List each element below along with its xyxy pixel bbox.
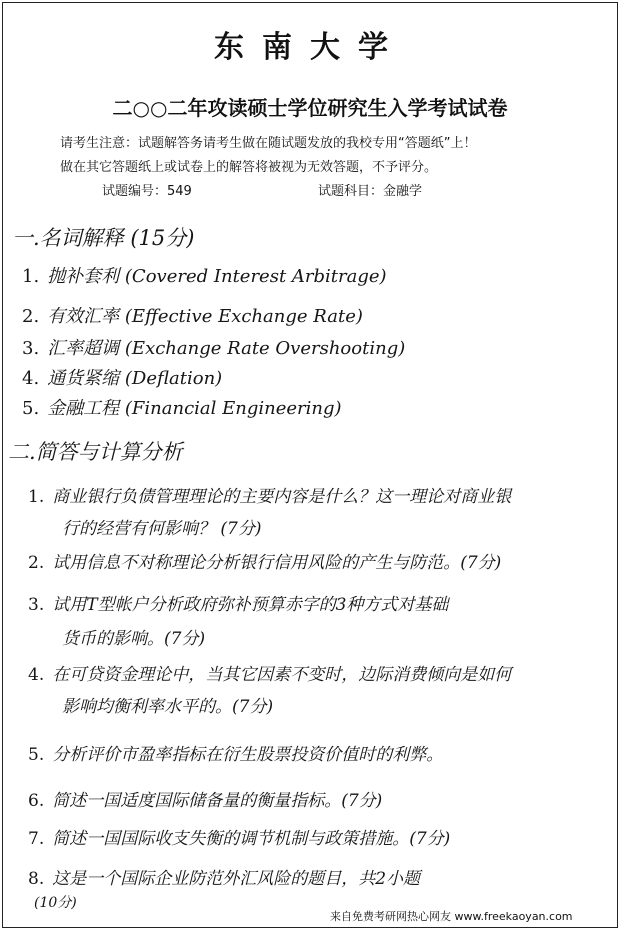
term-text: 抛补套利 (Covered Interest Arbitrage)	[47, 266, 387, 287]
question-number: 8.	[28, 869, 45, 889]
university-name: 东南大学	[214, 30, 406, 65]
question-number: 3.	[28, 595, 45, 615]
question-2: 2. 试用信息不对称理论分析银行信用风险的产生与防范。(7分)	[28, 553, 502, 573]
question-number: 2.	[28, 553, 45, 573]
question-5: 5. 分析评价市盈率指标在衍生股票投资价值时的利弊。	[28, 745, 444, 765]
question-1-line-2: 行的经营有何影响？ (7分)	[62, 519, 262, 539]
exam-title: 二○○二年攻读硕士学位研究生入学考试试卷	[112, 96, 508, 120]
notice-line-2: 做在其它答题纸上或试卷上的解答将被视为无效答题，不予评分。	[60, 160, 438, 175]
section-1-title: 一.名词解释 (15分)	[12, 226, 195, 250]
term-text: 通货紧缩 (Deflation)	[47, 368, 223, 389]
term-item	[22, 394, 342, 420]
question-4-line-1: 4. 在可贷资金理论中，当其它因素不变时，边际消费倾向是如何	[28, 665, 512, 685]
term-text: 有效汇率 (Effective Exchange Rate)	[47, 306, 363, 327]
term-text: 汇率超调 (Exchange Rate Overshooting)	[47, 338, 406, 359]
question-number: 4.	[28, 665, 45, 685]
question-1-line-1: 1. 商业银行负债管理理论的主要内容是什么？这一理论对商业银	[28, 487, 512, 507]
term-number: 3.	[22, 338, 40, 359]
term-text: 金融工程 (Financial Engineering)	[47, 398, 342, 419]
question-number: 1.	[28, 487, 45, 507]
exam-subject: 试题科目：金融学	[318, 184, 423, 199]
exam-code: 试题编号：549	[102, 184, 192, 199]
question-4-line-2: 影响均衡利率水平的。(7分)	[62, 697, 274, 717]
question-7: 7. 简述一国国际收支失衡的调节机制与政策措施。(7分)	[28, 829, 451, 849]
term-item	[22, 302, 363, 328]
section-2-title: 二.简答与计算分析	[8, 440, 183, 464]
term-number: 4.	[22, 368, 40, 389]
term-item	[22, 262, 387, 288]
term-number: 2.	[22, 306, 40, 327]
source-watermark: 来自免费考研网热心网友 www.freekaoyan.com	[330, 910, 573, 923]
term-number: 5.	[22, 398, 40, 419]
question-3-line-1: 3. 试用T型帐户分析政府弥补预算赤字的3种方式对基础	[28, 595, 449, 615]
term-item	[22, 364, 222, 390]
question-number: 7.	[28, 829, 45, 849]
question-3-line-2: 货币的影响。(7分)	[62, 629, 206, 649]
question-6: 6. 简述一国适度国际储备量的衡量指标。(7分)	[28, 791, 383, 811]
question-number: 6.	[28, 791, 45, 811]
question-8-line-2: (10分)	[34, 895, 77, 911]
notice-line-1: 请考生注意：试题解答务请考生做在随试题发放的我校专用“答题纸”上！	[60, 136, 477, 151]
term-item	[22, 334, 405, 360]
question-number: 5.	[28, 745, 45, 765]
question-8-line-1: 8. 这是一个国际企业防范外汇风险的题目，共2小题	[28, 869, 421, 889]
term-number: 1.	[22, 266, 40, 287]
